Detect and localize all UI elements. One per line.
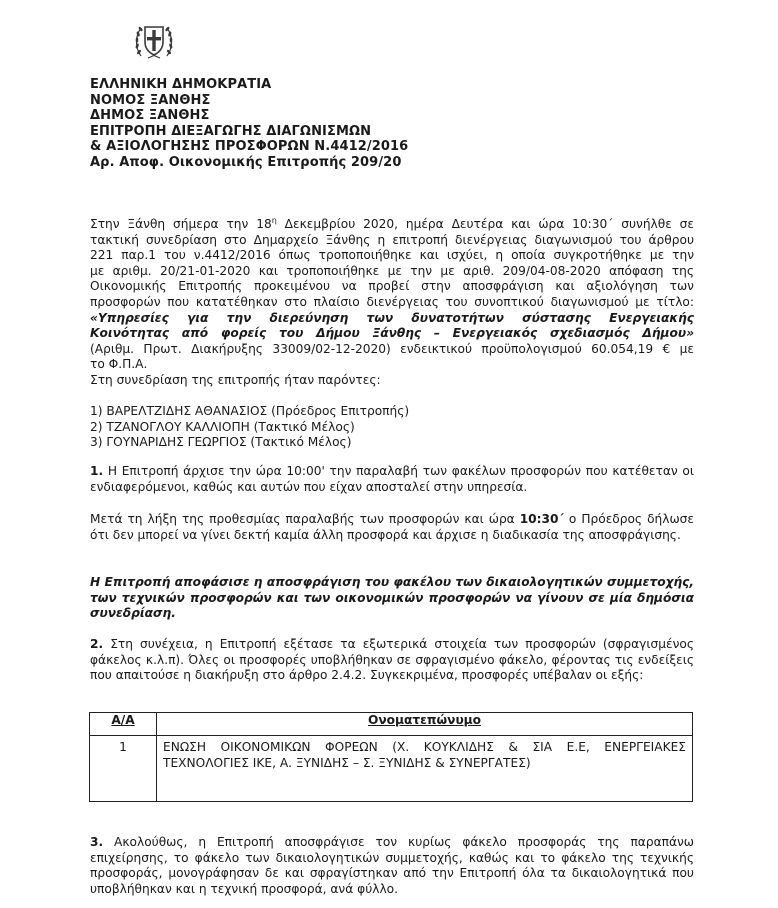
project-title-line-1: «Υπηρεσίες για την διερεύνηση των δυνατοτήτων σύστασης Ενεργειακής — [90, 310, 694, 325]
greek-coat-of-arms-icon — [131, 18, 177, 64]
header-line-municipality: ΔΗΜΟΣ ΞΑΝΘΗΣ — [90, 108, 210, 123]
column-header-aa: Α/Α — [90, 713, 157, 736]
committee-members-list — [90, 404, 409, 451]
section-number: 2. — [90, 637, 104, 651]
intro-line-3: 221 παρ.1 του ν.4412/2016 όπως τροποποιήθηκε και ισχύει, η οποία συγκροτήθηκε με την — [90, 248, 694, 263]
section-2-paragraph: 2. Στη συνέχεια, η Επιτροπή εξέτασε τα εξωτερικά στοιχεία των προσφορών (σφραγισμένος φάκελος κ.λ.π). Όλες οι προσφορές υποβλήθηκαν σε σφραγισμένο φάκελο, φέροντας τις ενδείξεις που απαιτούσε η διακήρυξη στο άρθρο 2.4.2. Συγκεκριμένα, προσφορές υπέβαλαν οι εξής: — [90, 637, 694, 683]
table-cell-name: ΕΝΩΣΗ ΟΙΚΟΝΟΜΙΚΩΝ ΦΟΡΕΩΝ (Χ. ΚΟΥΚΛΙΔΗΣ & ΣΙΑ Ε.Ε, ΕΝΕΡΓΕΙΑΚΕΣ ΤΕΧΝΟΛΟΓΙΕΣ ΙΚΕ, Α. ΞΥΝΙΔΗΣ – Σ. ΞΥΝΙΔΗΣ & ΣΥΝΕΡΓΑΤΕΣ) — [157, 736, 693, 802]
decision-paragraph: Η Επιτροπή αποφάσισε η αποσφράγιση του φακέλου των δικαιολογητικών συμμετοχής, των τεχνικών προσφορών και των οικονομικών προσφορών να γίνουν σε μία δημόσια συνεδρίαση. — [90, 575, 694, 621]
column-header-name: Ονοματεπώνυμο — [157, 713, 693, 736]
header-line-committee-law: & ΑΞΙΟΛΟΓΗΣΗΣ ΠΡΟΣΦΟΡΩΝ Ν.4412/2016 — [90, 139, 409, 154]
header-line-prefecture: ΝΟΜΟΣ ΞΑΝΘΗΣ — [90, 92, 211, 108]
intro-line-1: Στην Ξάνθη σήμερα την $18^\eta$ Δεκεμβρίου 2020, ημέρα Δευτέρα και ώρα 10:30΄ συνήλθε σε — [90, 216, 694, 232]
deadline-paragraph: Μετά τη λήξη της προθεσμίας παραλαβής των προσφορών και ώρα 10:30΄ ο Πρόεδρος δήλωσε ότι δεν μπορεί να γίνει δεκτή καμία άλλη προσφορά και άρχισε η διαδικασία της αποσφράγισης. — [90, 512, 694, 542]
list-item: 1) ΒΑΡΕΛΤΖΙΔΗΣ ΑΘΑΝΑΣΙΟΣ (Πρόεδρος Επιτροπής) — [90, 404, 410, 418]
intro-line-9: (Αριθμ. Πρωτ. Διακήρυξης 33009/02-12-2020) ενδεικτικού προϋπολογισμού 60.054,19 € με — [90, 341, 694, 356]
header-line-republic: ΕΛΛΗΝΙΚΗ ΔΗΜΟΚΡΑΤΙΑ — [90, 77, 272, 92]
intro-line-4: με αριθμ. 20/21-01-2020 και τροποποιήθηκε με την με αριθ. 209/04-08-2020 απόφαση της — [90, 263, 694, 278]
table-header-row — [90, 713, 693, 736]
intro-line-5: Οικονομικής Επιτροπής προκειμένου να προβεί στην αποσφράγιση και αξιολόγηση των — [90, 279, 694, 294]
document-header — [90, 77, 408, 170]
section-1-paragraph: 1. Η Επιτροπή άρχισε την ώρα 10:00' την παραλαβή των φακέλων προσφορών που κατέθεταν οι ενδιαφερόμενοι, καθώς και αυτών που είχαν αποσταλεί στην υπηρεσία. — [90, 464, 694, 494]
intro-line-10: το Φ.Π.Α. — [90, 357, 148, 372]
intro-line-2: τακτική συνεδρίαση στο Δημαρχείο Ξάνθης η επιτροπή διενέργειας διαγωνισμού του άρθρου — [90, 232, 694, 247]
header-line-decision-number: Αρ. Αποφ. Οικονομικής Επιτροπής 209/20 — [90, 154, 402, 170]
table-cell-aa: 1 — [90, 736, 157, 802]
intro-paragraph — [90, 213, 694, 389]
header-line-committee: ΕΠΙΤΡΟΠΗ ΔΙΕΞΑΓΩΓΗΣ ΔΙΑΓΩΝΙΣΜΩΝ — [90, 123, 372, 139]
list-item: 3) ΓΟΥΝΑΡΙΔΗΣ ΓΕΩΡΓΙΟΣ (Τακτικό Μέλος) — [90, 435, 352, 450]
table-row — [90, 736, 693, 802]
section-3-paragraph: 3. Ακολούθως, η Επιτροπή αποσφράγισε τον κυρίως φάκελο προσφοράς της παραπάνω επιχείρησης, το φάκελο των δικαιολογητικών συμμετοχής, καθώς και το φάκελο της τεχνικής προσφοράς, μονογράφησαν δε και σφραγίστηκαν από την Επιτροπή όλα τα δικαιολογητικά που υποβλήθηκαν και η τεχνική προσφορά, ανά φύλλο. — [90, 835, 694, 896]
bidders-table — [89, 712, 693, 802]
deadline-time: 10:30΄ — [519, 512, 564, 526]
list-item: 2) ΤΖΑΝΟΓΛΟΥ ΚΑΛΛΙΟΠΗ (Τακτικό Μέλος) — [90, 419, 355, 434]
section-number: 3. — [90, 835, 104, 849]
section-number: 1. — [90, 464, 104, 478]
project-title-line-2: Κοινότητας από φορείς του Δήμου Ξάνθης – Ενεργειακός σχεδιασμός Δήμου» — [90, 326, 694, 341]
intro-line-6: προσφορών που κατατέθηκαν στο πλαίσιο διενέργειας του συνοπτικού διαγωνισμού με τίτλο: — [90, 295, 694, 310]
present-intro: Στη συνεδρίαση της επιτροπής ήταν παρόντες: — [90, 373, 381, 387]
